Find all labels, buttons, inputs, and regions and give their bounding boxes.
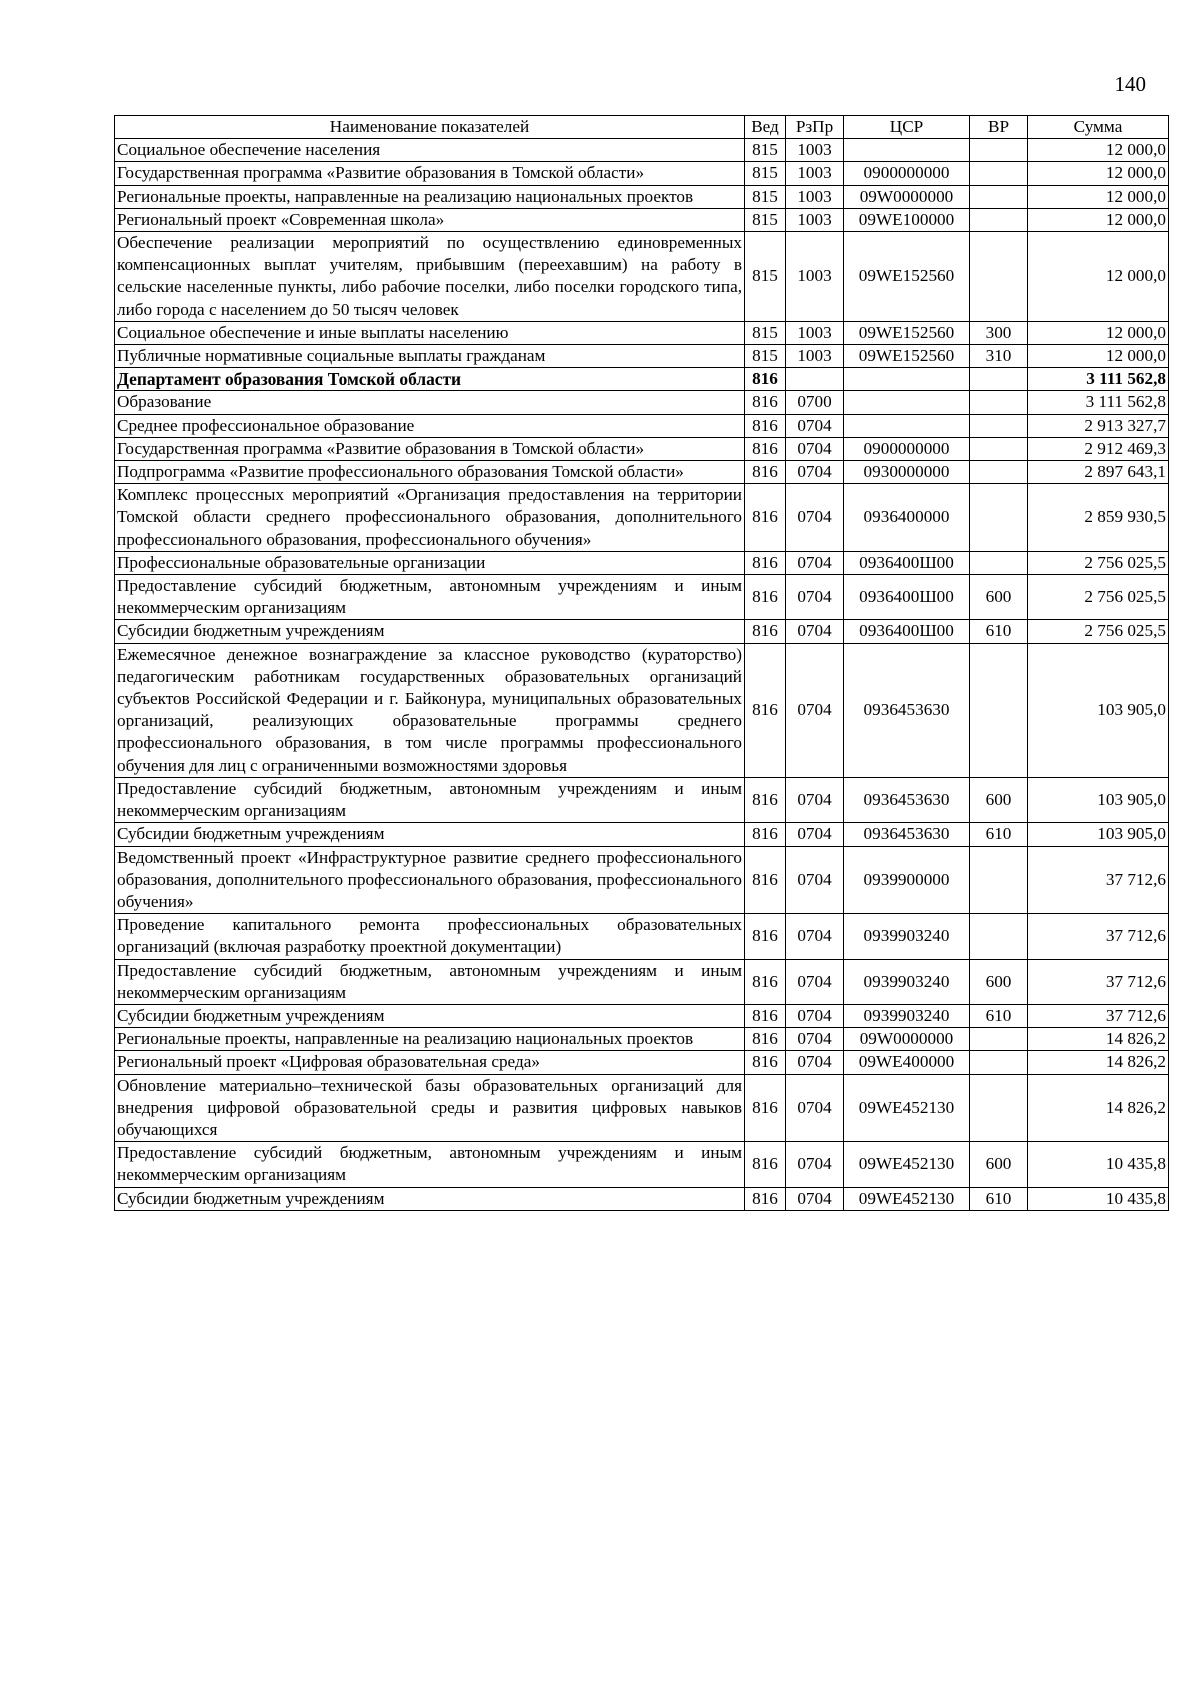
column-header-sum: Сумма <box>1028 116 1169 139</box>
cell-sum: 14 826,2 <box>1028 1051 1169 1074</box>
table-body <box>115 139 1169 1211</box>
cell-csr: 09WE152560 <box>844 321 970 344</box>
cell-name: Предоставление субсидий бюджетным, автономным учреждениям и иным некоммерческим организациям <box>115 777 745 822</box>
cell-ved: 816 <box>745 484 786 552</box>
cell-vr <box>970 139 1028 162</box>
cell-ved: 816 <box>745 643 786 777</box>
cell-rzpr: 0704 <box>786 1004 844 1027</box>
cell-name: Среднее профессиональное образование <box>115 414 745 437</box>
cell-sum: 12 000,0 <box>1028 162 1169 185</box>
cell-name: Образование <box>115 391 745 414</box>
cell-sum: 2 756 025,5 <box>1028 551 1169 574</box>
cell-ved: 816 <box>745 846 786 914</box>
cell-vr <box>970 414 1028 437</box>
cell-csr: 0939903240 <box>844 1004 970 1027</box>
cell-ved: 816 <box>745 1187 786 1210</box>
cell-vr <box>970 914 1028 959</box>
cell-rzpr: 1003 <box>786 321 844 344</box>
table-row <box>115 959 1169 1004</box>
cell-csr: 0930000000 <box>844 461 970 484</box>
cell-rzpr: 0704 <box>786 1051 844 1074</box>
table-row <box>115 321 1169 344</box>
cell-csr: 0936453630 <box>844 777 970 822</box>
cell-sum: 2 756 025,5 <box>1028 620 1169 643</box>
cell-sum: 37 712,6 <box>1028 959 1169 1004</box>
cell-csr: 09WE452130 <box>844 1074 970 1142</box>
cell-rzpr: 1003 <box>786 185 844 208</box>
cell-rzpr: 0704 <box>786 914 844 959</box>
cell-vr: 610 <box>970 823 1028 846</box>
cell-vr <box>970 1074 1028 1142</box>
table-header-row <box>115 116 1169 139</box>
cell-name: Субсидии бюджетным учреждениям <box>115 1187 745 1210</box>
cell-vr <box>970 368 1028 391</box>
table-row <box>115 551 1169 574</box>
cell-csr: 0936400000 <box>844 484 970 552</box>
cell-ved: 815 <box>745 185 786 208</box>
cell-sum: 12 000,0 <box>1028 232 1169 322</box>
cell-ved: 815 <box>745 321 786 344</box>
cell-name: Региональный проект «Цифровая образовательная среда» <box>115 1051 745 1074</box>
table-row <box>115 575 1169 620</box>
cell-name: Обновление материально–технической базы образовательных организаций для внедрения цифровой образовательной среды и развития цифровых навыков обучающихся <box>115 1074 745 1142</box>
cell-name: Государственная программа «Развитие образования в Томской области» <box>115 437 745 460</box>
cell-name: Региональные проекты, направленные на реализацию национальных проектов <box>115 1028 745 1051</box>
cell-vr <box>970 1028 1028 1051</box>
cell-sum: 12 000,0 <box>1028 139 1169 162</box>
cell-sum: 12 000,0 <box>1028 345 1169 368</box>
cell-rzpr <box>786 368 844 391</box>
cell-ved: 816 <box>745 461 786 484</box>
cell-ved: 816 <box>745 959 786 1004</box>
cell-sum: 2 859 930,5 <box>1028 484 1169 552</box>
table-row <box>115 1051 1169 1074</box>
cell-csr <box>844 139 970 162</box>
cell-ved: 815 <box>745 139 786 162</box>
cell-csr: 0936400Ш00 <box>844 620 970 643</box>
cell-name: Департамент образования Томской области <box>115 368 745 391</box>
cell-csr <box>844 414 970 437</box>
table-row <box>115 437 1169 460</box>
table-row <box>115 461 1169 484</box>
cell-rzpr: 0704 <box>786 461 844 484</box>
column-header-ved: Вед <box>745 116 786 139</box>
cell-rzpr: 0704 <box>786 959 844 1004</box>
table-row <box>115 1187 1169 1210</box>
cell-csr: 0936400Ш00 <box>844 551 970 574</box>
cell-vr <box>970 232 1028 322</box>
cell-ved: 816 <box>745 1142 786 1187</box>
column-header-name: Наименование показателей <box>115 116 745 139</box>
cell-vr <box>970 551 1028 574</box>
cell-csr: 0939900000 <box>844 846 970 914</box>
cell-csr: 09W0000000 <box>844 1028 970 1051</box>
cell-rzpr: 0704 <box>786 1187 844 1210</box>
cell-sum: 2 912 469,3 <box>1028 437 1169 460</box>
cell-ved: 815 <box>745 232 786 322</box>
table-row <box>115 823 1169 846</box>
cell-ved: 816 <box>745 1051 786 1074</box>
cell-name: Комплекс процессных мероприятий «Организация предоставления на территории Томской области среднего профессионального образования, дополнительного профессионального образования, профессионального обучения» <box>115 484 745 552</box>
cell-rzpr: 0704 <box>786 777 844 822</box>
cell-name: Региональный проект «Современная школа» <box>115 208 745 231</box>
cell-csr: 09WE152560 <box>844 345 970 368</box>
cell-csr: 0939903240 <box>844 959 970 1004</box>
cell-vr: 600 <box>970 1142 1028 1187</box>
cell-csr: 0936400Ш00 <box>844 575 970 620</box>
cell-vr <box>970 643 1028 777</box>
budget-table <box>114 115 1169 1211</box>
cell-vr: 610 <box>970 620 1028 643</box>
cell-sum: 14 826,2 <box>1028 1074 1169 1142</box>
cell-sum: 37 712,6 <box>1028 846 1169 914</box>
cell-name: Предоставление субсидий бюджетным, автономным учреждениям и иным некоммерческим организациям <box>115 959 745 1004</box>
cell-rzpr: 0704 <box>786 437 844 460</box>
cell-ved: 816 <box>745 1074 786 1142</box>
cell-name: Предоставление субсидий бюджетным, автономным учреждениям и иным некоммерческим организациям <box>115 1142 745 1187</box>
cell-rzpr: 1003 <box>786 139 844 162</box>
cell-csr: 0939903240 <box>844 914 970 959</box>
cell-name: Региональные проекты, направленные на реализацию национальных проектов <box>115 185 745 208</box>
cell-name: Социальное обеспечение населения <box>115 139 745 162</box>
cell-ved: 816 <box>745 391 786 414</box>
cell-name: Проведение капитального ремонта профессиональных образовательных организаций (включая разработку проектной документации) <box>115 914 745 959</box>
page-number: 140 <box>1114 72 1146 96</box>
cell-vr <box>970 484 1028 552</box>
table-row <box>115 846 1169 914</box>
cell-csr: 09WE400000 <box>844 1051 970 1074</box>
cell-vr <box>970 208 1028 231</box>
cell-rzpr: 0704 <box>786 620 844 643</box>
cell-sum: 2 897 643,1 <box>1028 461 1169 484</box>
cell-sum: 103 905,0 <box>1028 823 1169 846</box>
cell-ved: 815 <box>745 208 786 231</box>
table-row <box>115 391 1169 414</box>
cell-ved: 816 <box>745 1028 786 1051</box>
cell-csr: 0936453630 <box>844 643 970 777</box>
cell-ved: 816 <box>745 1004 786 1027</box>
cell-ved: 815 <box>745 345 786 368</box>
table-row <box>115 208 1169 231</box>
table-row <box>115 185 1169 208</box>
cell-vr <box>970 391 1028 414</box>
table-row <box>115 643 1169 777</box>
cell-name: Подпрограмма «Развитие профессионального образования Томской области» <box>115 461 745 484</box>
cell-vr: 600 <box>970 777 1028 822</box>
cell-vr <box>970 846 1028 914</box>
cell-name: Субсидии бюджетным учреждениям <box>115 823 745 846</box>
cell-rzpr: 0704 <box>786 846 844 914</box>
cell-sum: 12 000,0 <box>1028 321 1169 344</box>
cell-name: Ежемесячное денежное вознаграждение за классное руководство (кураторство) педагогическим работникам государственных образовательных организаций субъектов Российской Федерации и г. Байконура, муниципальных образовательных организаций, реализующих образовательные программы среднего профессионального образования, в том числе программы профессионального обучения для лиц с ограниченными возможностями здоровья <box>115 643 745 777</box>
table-row <box>115 1142 1169 1187</box>
cell-sum: 12 000,0 <box>1028 185 1169 208</box>
cell-sum: 10 435,8 <box>1028 1142 1169 1187</box>
cell-sum: 103 905,0 <box>1028 643 1169 777</box>
cell-sum: 10 435,8 <box>1028 1187 1169 1210</box>
cell-sum: 3 111 562,8 <box>1028 368 1169 391</box>
cell-csr <box>844 368 970 391</box>
cell-rzpr: 1003 <box>786 208 844 231</box>
cell-vr: 300 <box>970 321 1028 344</box>
cell-rzpr: 0704 <box>786 1074 844 1142</box>
cell-ved: 816 <box>745 551 786 574</box>
cell-name: Субсидии бюджетным учреждениям <box>115 620 745 643</box>
table-row <box>115 1004 1169 1027</box>
cell-vr: 610 <box>970 1187 1028 1210</box>
table-row <box>115 162 1169 185</box>
table-row <box>115 232 1169 322</box>
column-header-vr: ВР <box>970 116 1028 139</box>
table-row <box>115 914 1169 959</box>
column-header-csr: ЦСР <box>844 116 970 139</box>
cell-rzpr: 0704 <box>786 823 844 846</box>
cell-rzpr: 0700 <box>786 391 844 414</box>
table-row <box>115 139 1169 162</box>
cell-sum: 12 000,0 <box>1028 208 1169 231</box>
cell-name: Профессиональные образовательные организации <box>115 551 745 574</box>
cell-vr: 600 <box>970 575 1028 620</box>
cell-sum: 2 913 327,7 <box>1028 414 1169 437</box>
cell-rzpr: 0704 <box>786 643 844 777</box>
cell-csr: 09WE152560 <box>844 232 970 322</box>
cell-csr: 0936453630 <box>844 823 970 846</box>
cell-rzpr: 0704 <box>786 551 844 574</box>
cell-sum: 37 712,6 <box>1028 914 1169 959</box>
cell-vr: 610 <box>970 1004 1028 1027</box>
table-row <box>115 414 1169 437</box>
cell-vr <box>970 162 1028 185</box>
cell-csr: 0900000000 <box>844 162 970 185</box>
cell-name: Предоставление субсидий бюджетным, автономным учреждениям и иным некоммерческим организациям <box>115 575 745 620</box>
cell-name: Публичные нормативные социальные выплаты гражданам <box>115 345 745 368</box>
cell-name: Ведомственный проект «Инфраструктурное развитие среднего профессионального образования, дополнительного профессионального образования, профессионального обучения» <box>115 846 745 914</box>
cell-name: Обеспечение реализации мероприятий по осуществлению единовременных компенсационных выплат учителям, прибывшим (переехавшим) на работу в сельские населенные пункты, либо рабочие поселки, либо поселки городского типа, либо города с населением до 50 тысяч человек <box>115 232 745 322</box>
table-row <box>115 368 1169 391</box>
cell-sum: 37 712,6 <box>1028 1004 1169 1027</box>
column-header-rzpr: РзПр <box>786 116 844 139</box>
cell-vr <box>970 437 1028 460</box>
cell-vr <box>970 1051 1028 1074</box>
cell-rzpr: 0704 <box>786 1028 844 1051</box>
cell-rzpr: 1003 <box>786 232 844 322</box>
cell-ved: 816 <box>745 437 786 460</box>
cell-rzpr: 0704 <box>786 575 844 620</box>
cell-rzpr: 0704 <box>786 1142 844 1187</box>
cell-vr: 600 <box>970 959 1028 1004</box>
cell-csr: 09WE100000 <box>844 208 970 231</box>
cell-sum: 2 756 025,5 <box>1028 575 1169 620</box>
table-row <box>115 345 1169 368</box>
cell-rzpr: 0704 <box>786 414 844 437</box>
table-row <box>115 1074 1169 1142</box>
cell-name: Государственная программа «Развитие образования в Томской области» <box>115 162 745 185</box>
table-row <box>115 620 1169 643</box>
cell-rzpr: 0704 <box>786 484 844 552</box>
cell-csr: 09W0000000 <box>844 185 970 208</box>
cell-csr: 0900000000 <box>844 437 970 460</box>
cell-csr: 09WE452130 <box>844 1142 970 1187</box>
cell-vr <box>970 461 1028 484</box>
cell-ved: 816 <box>745 414 786 437</box>
cell-ved: 816 <box>745 620 786 643</box>
cell-sum: 103 905,0 <box>1028 777 1169 822</box>
cell-vr: 310 <box>970 345 1028 368</box>
cell-sum: 14 826,2 <box>1028 1028 1169 1051</box>
cell-ved: 816 <box>745 823 786 846</box>
cell-rzpr: 1003 <box>786 345 844 368</box>
cell-ved: 816 <box>745 914 786 959</box>
cell-name: Социальное обеспечение и иные выплаты населению <box>115 321 745 344</box>
table-row <box>115 777 1169 822</box>
cell-ved: 816 <box>745 575 786 620</box>
cell-sum: 3 111 562,8 <box>1028 391 1169 414</box>
cell-csr <box>844 391 970 414</box>
cell-ved: 815 <box>745 162 786 185</box>
cell-vr <box>970 185 1028 208</box>
cell-rzpr: 1003 <box>786 162 844 185</box>
cell-ved: 816 <box>745 368 786 391</box>
cell-csr: 09WE452130 <box>844 1187 970 1210</box>
cell-name: Субсидии бюджетным учреждениям <box>115 1004 745 1027</box>
table-row <box>115 1028 1169 1051</box>
cell-ved: 816 <box>745 777 786 822</box>
table-row <box>115 484 1169 552</box>
